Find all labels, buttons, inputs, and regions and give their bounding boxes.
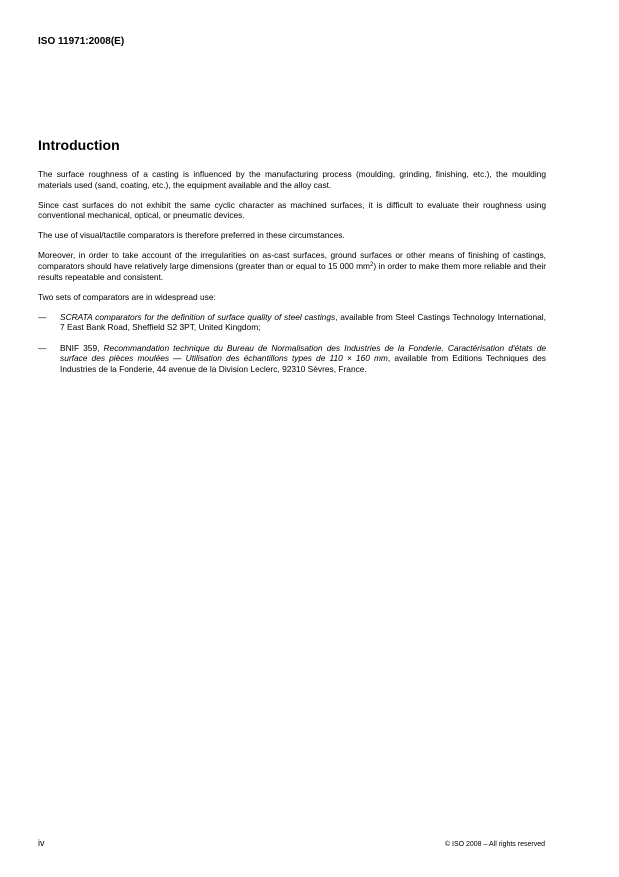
- dash-bullet: —: [38, 342, 47, 353]
- dash-bullet: —: [38, 311, 47, 322]
- list-item-bnif: [38, 343, 546, 375]
- introduction-body: [38, 169, 546, 384]
- list-item-2-lead: BNIF 359,: [60, 342, 104, 353]
- superscript-2: 2: [370, 262, 374, 269]
- list-item-1-text: , available from Steel Castings Technology International, 7 East Bank Road, Sheffield S2 3PT, United Kingdom;: [60, 311, 546, 333]
- section-title: Introduction: [38, 137, 120, 153]
- paragraph-4: [38, 250, 546, 282]
- document-header: ISO 11971:2008(E): [38, 36, 125, 47]
- list-item-2-title: Recommandation technique du Bureau de Normalisation des Industries de la Fonderie. Caractérisation d'états de surface des pièces moulées — Utilisation des échantillons types de 110 × 160 mm: [60, 342, 547, 364]
- paragraph-4-text-end: ) in order to make them more reliable and their results repeatable and consistent.: [38, 261, 546, 282]
- paragraph-3: The use of visual/tactile comparators is therefore preferred in these circumstances.: [38, 230, 345, 241]
- list-item-2-text: , available from Editions Techniques des Industries de la Fonderie, 44 avenue de la Division Leclerc, 92310 Sèvres, France.: [60, 353, 546, 374]
- paragraph-2: Since cast surfaces do not exhibit the same cyclic character as machined surfaces, it is difficult to evaluate their roughness using conventional mechanical, optical, or pneumatic devices.: [38, 199, 546, 221]
- page-number: iv: [38, 838, 45, 848]
- paragraph-4-text: Moreover, in order to take account of the irregularities on as-cast surfaces, ground surfaces or other means of finishing of castings, comparators should have relatively large dimensions (greater than or equal to 15 000 mm: [38, 250, 546, 272]
- list-item-1-title: SCRATA comparators for the definition of surface quality of steel castings: [60, 311, 336, 322]
- paragraph-5: Two sets of comparators are in widespread use:: [38, 291, 216, 302]
- copyright-notice: © ISO 2008 – All rights reserved: [444, 841, 545, 848]
- paragraph-1: The surface roughness of a casting is influenced by the manufacturing process (moulding, grinding, finishing, etc.), the moulding materials used (sand, coating, etc.), the equipment available and the alloy cast.: [38, 169, 546, 190]
- list-item-scrata: [38, 312, 546, 333]
